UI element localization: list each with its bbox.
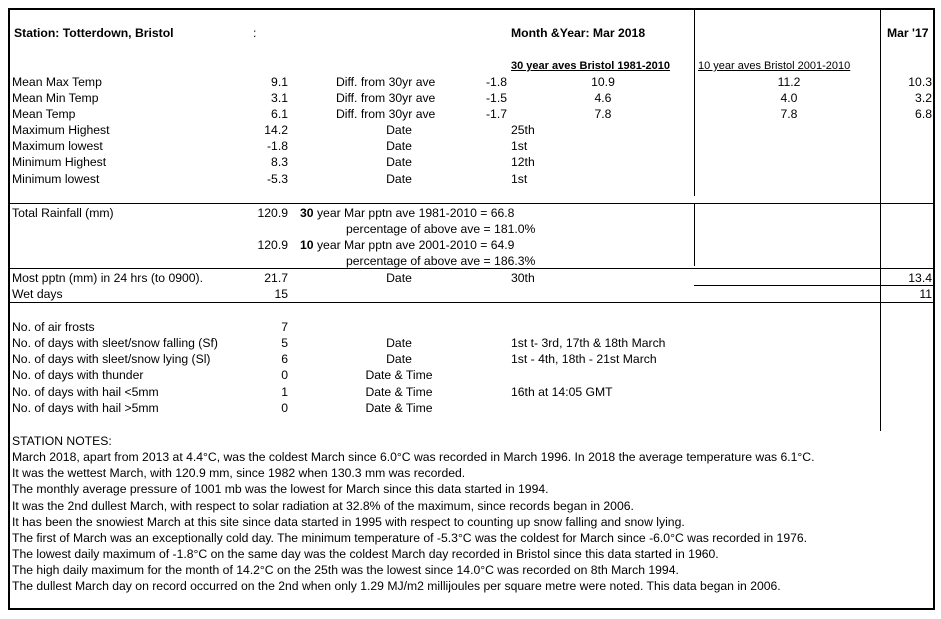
day-value: 7 (281, 320, 288, 334)
rainfall-ave10-bold: 10 (300, 238, 314, 252)
extreme-date: 12th (511, 155, 535, 169)
extreme-value: -5.3 (266, 172, 288, 186)
extreme-date: 25th (511, 123, 535, 137)
temp-ave30: 10.9 (591, 75, 615, 89)
extreme-date-label: Date (386, 123, 412, 137)
temp-diff-label: Diff. from 30yr ave (336, 91, 436, 105)
temp-label: Mean Min Temp (12, 91, 99, 105)
temp-prev: 6.8 (915, 107, 932, 121)
day-value: 6 (281, 352, 288, 366)
note-line-5: The first of March was an exceptionally cold day. The minimum temperature of -5.3°C was the coldest for March since -6.0°C was recorded in 1976. (12, 531, 808, 545)
pptn-label: Most pptn (mm) in 24 hrs (to 0900). (12, 271, 204, 285)
temp-prev: 10.3 (908, 75, 932, 89)
day-date-label: Date & Time (365, 401, 433, 415)
day-value: 5 (281, 336, 288, 350)
month-year: Month &Year: Mar 2018 (511, 26, 646, 40)
temp-ave30: 4.6 (594, 91, 612, 105)
rainfall-label: Total Rainfall (mm) (12, 206, 114, 220)
extreme-date: 1st (511, 139, 528, 153)
day-label: No. of days with sleet/snow falling (Sf) (12, 336, 218, 350)
ave10-header-text: 10 year aves Bristol 2001-2010 (698, 60, 851, 72)
rainfall-value2: 120.9 (257, 238, 288, 252)
extreme-date-label: Date (386, 155, 412, 169)
rainfall-ave10 (300, 238, 514, 252)
note-line-1: It was the wettest March, with 120.9 mm, since 1982 when 130.3 mm was recorded. (12, 466, 466, 480)
temp-value: 9.1 (271, 75, 288, 89)
day-label: No. of air frosts (12, 320, 95, 334)
station-title: Station: Totterdown, Bristol (14, 26, 174, 40)
extreme-label: Maximum lowest (12, 139, 103, 153)
temp-label: Mean Max Temp (12, 75, 102, 89)
note-line-2: The monthly average pressure of 1001 mb was the lowest for March since this data started in 1994. (12, 482, 549, 496)
day-date: 1st t- 3rd, 17th & 18th March (511, 336, 666, 350)
notes-title: STATION NOTES: (12, 434, 112, 448)
day-label: No. of days with thunder (12, 368, 144, 382)
divider-h-4 (694, 285, 933, 286)
temp-ave10: 4.0 (780, 91, 798, 105)
wet-days-prev: 11 (919, 287, 932, 301)
day-label: No. of days with hail <5mm (12, 385, 159, 399)
extreme-date-label: Date (386, 139, 412, 153)
ave30-header (511, 59, 670, 73)
temp-prev: 3.2 (915, 91, 932, 105)
day-date: 1st - 4th, 18th - 21st March (511, 352, 657, 366)
divider-h-3 (10, 302, 933, 303)
divider-h-1 (10, 203, 933, 204)
temp-diff-label: Diff. from 30yr ave (336, 75, 436, 89)
wet-days-label: Wet days (12, 287, 63, 301)
pptn-prev: 13.4 (908, 271, 932, 285)
rainfall-ave30 (300, 206, 514, 220)
pptn-value: 21.7 (264, 271, 288, 285)
rainfall-ave10-text: year Mar pptn ave 2001-2010 = 64.9 (316, 238, 515, 252)
wet-days-value: 15 (274, 287, 288, 301)
note-line-8: The dullest March day on record occurred on the 2nd when only 1.29 MJ/m2 millijoules per square metre were noted. This data began in 2006. (12, 579, 781, 593)
day-value: 0 (281, 368, 288, 382)
divider-h-2 (10, 268, 933, 269)
extreme-value: 8.3 (271, 155, 288, 169)
station-colon: : (253, 26, 257, 40)
day-label: No. of days with hail >5mm (12, 401, 159, 415)
temp-value: 6.1 (271, 107, 288, 121)
extreme-label: Minimum Highest (12, 155, 107, 169)
extreme-label: Minimum lowest (12, 172, 100, 186)
temp-ave30: 7.8 (594, 107, 612, 121)
day-date-label: Date (386, 352, 412, 366)
day-value: 0 (281, 401, 288, 415)
rainfall-value: 120.9 (257, 206, 288, 220)
extreme-label: Maximum Highest (12, 123, 110, 137)
temp-diff: -1.5 (486, 91, 508, 105)
day-date: 16th at 14:05 GMT (511, 385, 613, 399)
extreme-value: -1.8 (266, 139, 288, 153)
day-date-label: Date (386, 336, 412, 350)
ave10-header (698, 59, 850, 73)
rainfall-pct30: percentage of above ave = 181.0% (346, 222, 536, 236)
divider-v-prev (880, 10, 881, 431)
temp-diff-label: Diff. from 30yr ave (336, 107, 436, 121)
temp-diff: -1.7 (486, 107, 508, 121)
divider-v-month (694, 10, 695, 196)
day-value: 1 (281, 385, 288, 399)
prev-year-header: Mar '17 (887, 26, 929, 40)
temp-label: Mean Temp (12, 107, 76, 121)
extreme-date: 1st (511, 172, 528, 186)
temp-value: 3.1 (271, 91, 288, 105)
day-date-label: Date & Time (365, 368, 433, 382)
rainfall-ave30-text: year Mar pptn ave 1981-2010 = 66.8 (316, 206, 515, 220)
note-line-0: March 2018, apart from 2013 at 4.4°C, was the coldest March since 6.0°C was recorded in March 1996. In 2018 the average temperature was 6.1°C. (12, 450, 815, 464)
note-line-4: It has been the snowiest March at this site since data started in 1995 with respect to counting up snow falling and snow lying. (12, 515, 685, 529)
day-date-label: Date & Time (365, 385, 433, 399)
extreme-value: 14.2 (264, 123, 288, 137)
temp-ave10: 7.8 (780, 107, 798, 121)
note-line-7: The high daily maximum for the month of 14.2°C on the 25th was the lowest since 14.0°C was recorded on 8th March 1994. (12, 563, 679, 577)
rainfall-pct10: percentage of above ave = 186.3% (346, 254, 536, 268)
temp-ave10: 11.2 (777, 75, 801, 89)
pptn-date-label: Date (386, 271, 412, 285)
ave30-header-text: 30 year aves Bristol 1981-2010 (511, 60, 671, 72)
temp-diff: -1.8 (486, 75, 508, 89)
note-line-3: It was the 2nd dullest March, with respect to solar radiation at 32.8% of the maximum, since records began in 2006. (12, 499, 634, 513)
extreme-date-label: Date (386, 172, 412, 186)
divider-v-rain-right (694, 204, 695, 266)
pptn-date: 30th (511, 271, 535, 285)
rainfall-ave30-bold: 30 (300, 206, 314, 220)
day-label: No. of days with sleet/snow lying (Sl) (12, 352, 211, 366)
note-line-6: The lowest daily maximum of -1.8°C on the same day was the coldest March day recorded in Bristol since this data started in 1960. (12, 547, 719, 561)
